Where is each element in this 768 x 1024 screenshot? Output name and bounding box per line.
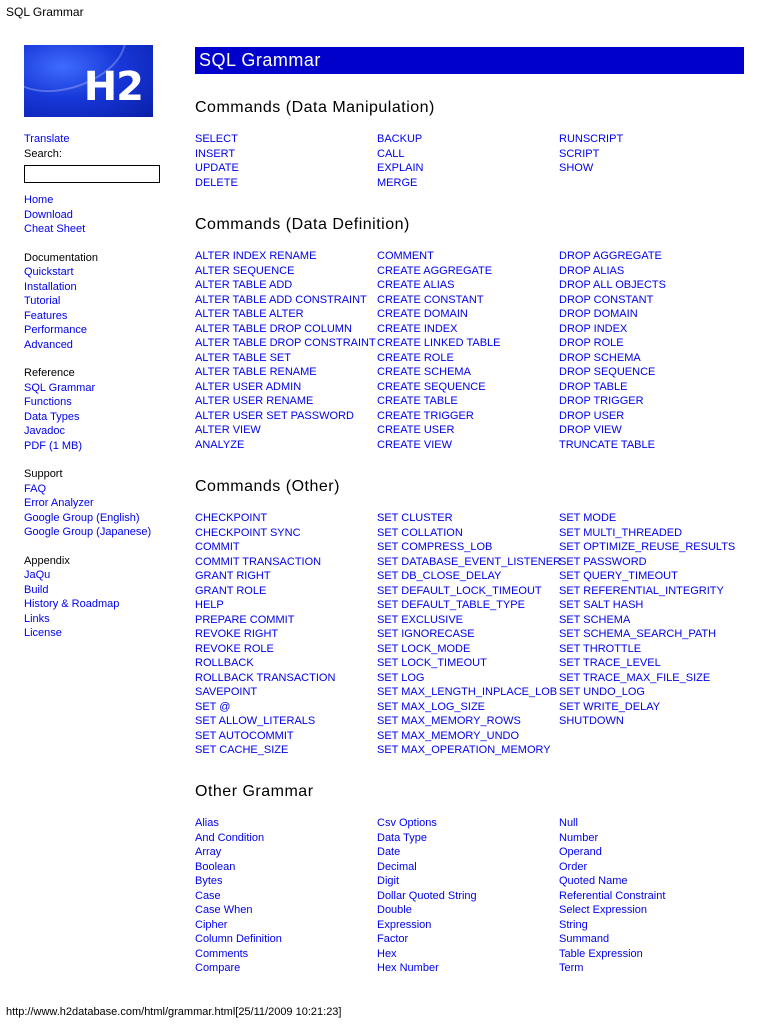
grammar-link[interactable]: SET CACHE_SIZE [195,744,289,756]
sidebar-spacer [24,453,174,467]
search-label: Search: [24,147,62,160]
grammar-link[interactable]: SET ALLOW_LITERALS [195,715,316,727]
grammar-link[interactable]: DROP ALL OBJECTS [559,279,666,291]
grammar-link[interactable]: SET REFERENTIAL_INTEGRITY [559,584,724,597]
grammar-link[interactable]: Comments [195,947,249,960]
link-column [377,816,559,976]
main-content [195,47,744,974]
sidebar-heading-documentation: Documentation [24,251,98,264]
grammar-link[interactable]: EXPLAIN [377,162,424,174]
sidebar-link-license[interactable]: License [24,627,62,639]
grammar-link[interactable]: String [559,918,588,931]
sidebar-link-advanced[interactable]: Advanced [24,338,73,351]
sidebar-link-links[interactable]: Links [24,612,50,625]
grammar-link[interactable]: Expression [377,918,432,931]
grammar-link[interactable]: Cipher [195,918,228,931]
grammar-link[interactable]: ALTER TABLE ADD CONSTRAINT [195,293,367,306]
sidebar-link-installation[interactable]: Installation [24,280,77,293]
grammar-link[interactable]: ALTER USER ADMIN [195,380,302,393]
sidebar-link-build[interactable]: Build [24,583,49,596]
grammar-link[interactable]: SET CLUSTER [377,512,453,524]
sidebar-link-functions[interactable]: Functions [24,396,72,408]
grammar-link[interactable]: SET TRACE_LEVEL [559,657,661,669]
grammar-link[interactable]: CREATE SEQUENCE [377,380,486,393]
sidebar-link-cheat-sheet[interactable]: Cheat Sheet [24,223,86,235]
grammar-link[interactable]: CREATE CONSTANT [377,293,484,306]
grammar-link[interactable]: ALTER SEQUENCE [195,264,295,277]
grammar-link[interactable]: GRANT ROLE [195,584,267,597]
grammar-link[interactable]: SET THROTTLE [559,642,642,655]
grammar-link[interactable]: ANALYZE [195,438,245,451]
sidebar-group-support [24,467,174,540]
grammar-link[interactable]: GRANT RIGHT [195,570,271,582]
section-heading-other-commands: Commands (Other) [195,478,340,495]
sidebar-spacer [24,237,174,251]
link-column [195,132,377,190]
grammar-link[interactable]: Case When [195,904,253,916]
grammar-link[interactable]: ALTER TABLE RENAME [195,366,317,378]
link-column [559,132,749,190]
grammar-link[interactable]: SHOW [559,162,594,174]
grammar-link[interactable]: SET UNDO_LOG [559,686,645,698]
grammar-link[interactable]: ROLLBACK TRANSACTION [195,671,336,684]
sidebar-link-quickstart[interactable]: Quickstart [24,266,74,278]
sidebar-link-error-analyzer[interactable]: Error Analyzer [24,497,94,509]
grammar-link[interactable]: ROLLBACK [195,657,254,669]
grammar-link[interactable]: SET AUTOCOMMIT [195,729,294,742]
sidebar-link-performance[interactable]: Performance [24,324,87,336]
sidebar-link-features[interactable]: Features [24,309,68,322]
grammar-link[interactable]: CREATE ALIAS [377,279,455,291]
grammar-link[interactable]: COMMENT [377,250,434,262]
grammar-link[interactable]: CREATE VIEW [377,438,452,451]
grammar-link[interactable]: SET MODE [559,512,617,524]
grammar-link[interactable]: SET WRITE_DELAY [559,700,661,713]
grammar-link[interactable]: SET QUERY_TIMEOUT [559,570,678,582]
grammar-link[interactable]: DROP USER [559,409,625,422]
link-column [377,132,559,190]
grammar-link[interactable]: SELECT [195,133,238,145]
grammar-link[interactable]: Data Type [377,831,427,844]
sidebar-link-pdf[interactable]: PDF (1 MB) [24,439,83,452]
link-column [559,816,749,976]
grammar-link[interactable]: Table Expression [559,947,643,960]
grammar-link[interactable]: SHUTDOWN [559,715,624,727]
grammar-link[interactable]: DROP ALIAS [559,264,625,277]
grammar-link[interactable]: Column Definition [195,933,282,945]
grammar-link[interactable]: Quoted Name [559,875,628,887]
page-title: SQL Grammar [195,47,744,74]
grammar-link[interactable]: INSERT [195,147,236,160]
link-column [195,249,377,452]
grammar-link[interactable]: And Condition [195,831,265,844]
grammar-link[interactable]: DROP SEQUENCE [559,366,656,378]
grammar-link[interactable]: SET DEFAULT_LOCK_TIMEOUT [377,584,542,597]
grammar-link[interactable]: COMMIT TRANSACTION [195,555,322,568]
grammar-link[interactable]: BACKUP [377,133,423,145]
grammar-link[interactable]: DROP INDEX [559,322,628,335]
section-heading-data-manipulation: Commands (Data Manipulation) [195,99,435,116]
grammar-link[interactable]: ALTER TABLE ALTER [195,308,304,320]
grammar-link[interactable]: DROP VIEW [559,424,622,436]
grammar-link[interactable]: COMMIT [195,541,240,553]
grammar-link[interactable]: Select Expression [559,904,648,916]
grammar-link[interactable]: Operand [559,846,602,858]
grammar-link[interactable]: CREATE DOMAIN [377,308,468,320]
grammar-link[interactable]: UPDATE [195,162,239,174]
sidebar-group-main [24,193,174,237]
grammar-link[interactable]: ALTER TABLE ADD [195,279,293,291]
grammar-link[interactable]: SAVEPOINT [195,686,258,698]
print-header-title: SQL Grammar [6,5,84,19]
grammar-link[interactable]: Date [377,846,401,858]
grammar-link[interactable]: SET MAX_MEMORY_ROWS [377,715,521,727]
grammar-link[interactable]: REVOKE RIGHT [195,628,279,640]
grammar-link[interactable]: TRUNCATE TABLE [559,438,655,451]
grammar-link[interactable]: SET IGNORECASE [377,628,475,640]
print-footer-url: http://www.h2database.com/html/grammar.html[25/11/2009 10:21:23] [6,1006,342,1018]
grammar-link[interactable]: DROP CONSTANT [559,293,654,306]
sidebar-link-google-group-english[interactable]: Google Group (English) [24,511,140,524]
sidebar-link-history-roadmap[interactable]: History & Roadmap [24,598,120,610]
grammar-link[interactable]: SET EXCLUSIVE [377,613,463,626]
command-list-other [195,511,755,758]
grammar-link[interactable]: CREATE ROLE [377,351,454,364]
grammar-link[interactable]: REVOKE ROLE [195,642,274,655]
grammar-link[interactable]: SET SCHEMA [559,613,631,626]
grammar-link[interactable]: Digit [377,875,400,887]
grammar-link[interactable]: Factor [377,933,409,945]
grammar-link[interactable]: ALTER VIEW [195,424,261,436]
grammar-link[interactable]: SET DEFAULT_TABLE_TYPE [377,599,525,611]
grammar-link[interactable]: CALL [377,147,405,160]
grammar-link[interactable]: ALTER TABLE DROP CONSTRAINT [195,337,376,349]
sidebar-link-translate[interactable]: Translate [24,133,70,145]
grammar-link[interactable]: ALTER TABLE DROP COLUMN [195,322,352,335]
grammar-link[interactable]: CREATE TRIGGER [377,409,474,422]
sidebar-heading-reference: Reference [24,367,75,379]
grammar-link[interactable]: SET TRACE_MAX_FILE_SIZE [559,671,711,684]
command-list-data-definition [195,249,755,452]
link-column [377,249,559,452]
grammar-link[interactable]: CREATE TABLE [377,395,458,407]
sidebar-link-tutorial[interactable]: Tutorial [24,295,61,307]
grammar-link[interactable]: CHECKPOINT [195,512,268,524]
grammar-link[interactable]: Hex Number [377,962,439,974]
grammar-link[interactable]: SET COLLATION [377,526,463,539]
command-list-data-manipulation [195,132,755,190]
link-column [195,511,377,758]
sidebar-link-sql-grammar[interactable]: SQL Grammar [24,381,96,394]
grammar-link[interactable]: DELETE [195,176,238,189]
sidebar-group-reference [24,366,174,453]
link-column [559,249,749,452]
grammar-link[interactable]: Decimal [377,860,417,873]
grammar-link[interactable]: SET @ [195,700,231,713]
grammar-link[interactable]: RUNSCRIPT [559,133,624,145]
link-column [559,511,749,758]
grammar-link[interactable]: Csv Options [377,817,437,829]
grammar-link[interactable]: Null [559,817,578,829]
section-heading-other-grammar: Other Grammar [195,783,314,800]
grammar-link[interactable]: DROP DOMAIN [559,308,638,320]
grammar-link[interactable]: SET DB_CLOSE_DELAY [377,570,502,582]
grammar-list-other [195,816,755,976]
grammar-link[interactable]: SET DATABASE_EVENT_LISTENER [377,555,562,568]
grammar-link[interactable]: Alias [195,817,219,829]
grammar-link[interactable]: CHECKPOINT SYNC [195,526,301,539]
grammar-link[interactable]: SET MULTI_THREADED [559,526,683,539]
h2-logo[interactable] [24,45,153,117]
grammar-link[interactable]: SET SALT HASH [559,599,644,611]
grammar-link[interactable]: CREATE SCHEMA [377,366,471,378]
sidebar-heading-support: Support [24,468,63,480]
grammar-link[interactable]: DROP SCHEMA [559,351,641,364]
grammar-link[interactable]: DROP TRIGGER [559,395,644,407]
grammar-link[interactable]: MERGE [377,176,418,189]
grammar-link[interactable]: Order [559,860,588,873]
grammar-link[interactable]: DROP ROLE [559,337,624,349]
grammar-link[interactable]: DROP AGGREGATE [559,250,662,262]
sidebar-nav [24,132,174,641]
grammar-link[interactable]: HELP [195,599,224,611]
sidebar-group-documentation [24,251,174,353]
grammar-link[interactable]: ALTER USER SET PASSWORD [195,409,354,422]
logo-text: H2 [83,64,143,110]
grammar-link[interactable]: SET OPTIMIZE_REUSE_RESULTS [559,541,736,553]
grammar-link[interactable]: Summand [559,933,610,945]
grammar-link[interactable]: ALTER INDEX RENAME [195,250,317,262]
sidebar-spacer [24,352,174,366]
grammar-link[interactable]: CREATE USER [377,424,455,436]
link-column [195,816,377,976]
sidebar-link-jaqu[interactable]: JaQu [24,569,51,581]
grammar-link[interactable]: SET LOCK_TIMEOUT [377,657,487,669]
grammar-link[interactable]: CREATE LINKED TABLE [377,337,501,349]
sidebar-link-faq[interactable]: FAQ [24,482,47,495]
link-column [377,511,562,758]
grammar-link[interactable]: CREATE INDEX [377,322,458,335]
grammar-link[interactable]: ALTER USER RENAME [195,395,314,407]
grammar-link[interactable]: Array [195,846,222,858]
search-input[interactable] [24,165,160,183]
grammar-link[interactable]: SET PASSWORD [559,555,647,568]
sidebar-link-home[interactable]: Home [24,194,54,206]
grammar-link[interactable]: Number [559,831,599,844]
grammar-link[interactable]: CREATE AGGREGATE [377,264,493,277]
grammar-link[interactable]: Boolean [195,860,236,873]
grammar-link[interactable]: PREPARE COMMIT [195,613,295,626]
grammar-link[interactable]: SET LOG [377,671,425,684]
sidebar-link-google-group-japanese[interactable]: Google Group (Japanese) [24,526,152,538]
grammar-link[interactable]: ALTER TABLE SET [195,351,291,364]
sidebar-group-appendix [24,554,174,641]
sidebar-link-data-types[interactable]: Data Types [24,410,80,423]
grammar-link[interactable]: SET SCHEMA_SEARCH_PATH [559,628,717,640]
sidebar-heading-appendix: Appendix [24,554,70,567]
grammar-link[interactable]: Hex [377,947,397,960]
sidebar-link-javadoc[interactable]: Javadoc [24,425,65,437]
grammar-link[interactable]: Term [559,962,584,974]
grammar-link[interactable]: Compare [195,962,241,974]
grammar-link[interactable]: Referential Constraint [559,889,666,902]
grammar-link[interactable]: SCRIPT [559,147,600,160]
grammar-link[interactable]: Bytes [195,875,223,887]
grammar-link[interactable]: Dollar Quoted String [377,889,477,902]
grammar-link[interactable]: SET MAX_OPERATION_MEMORY [377,744,551,756]
sidebar-link-download[interactable]: Download [24,208,73,221]
section-heading-data-definition: Commands (Data Definition) [195,216,410,233]
grammar-link[interactable]: SET MAX_MEMORY_UNDO [377,729,520,742]
grammar-link[interactable]: SET LOCK_MODE [377,642,471,655]
grammar-link[interactable]: SET COMPRESS_LOB [377,541,493,553]
grammar-link[interactable]: Double [377,904,412,916]
grammar-link[interactable]: SET MAX_LENGTH_INPLACE_LOB [377,686,558,698]
grammar-link[interactable]: Case [195,889,221,902]
sidebar-spacer [24,540,174,554]
grammar-link[interactable]: SET MAX_LOG_SIZE [377,700,486,713]
grammar-link[interactable]: DROP TABLE [559,380,628,393]
